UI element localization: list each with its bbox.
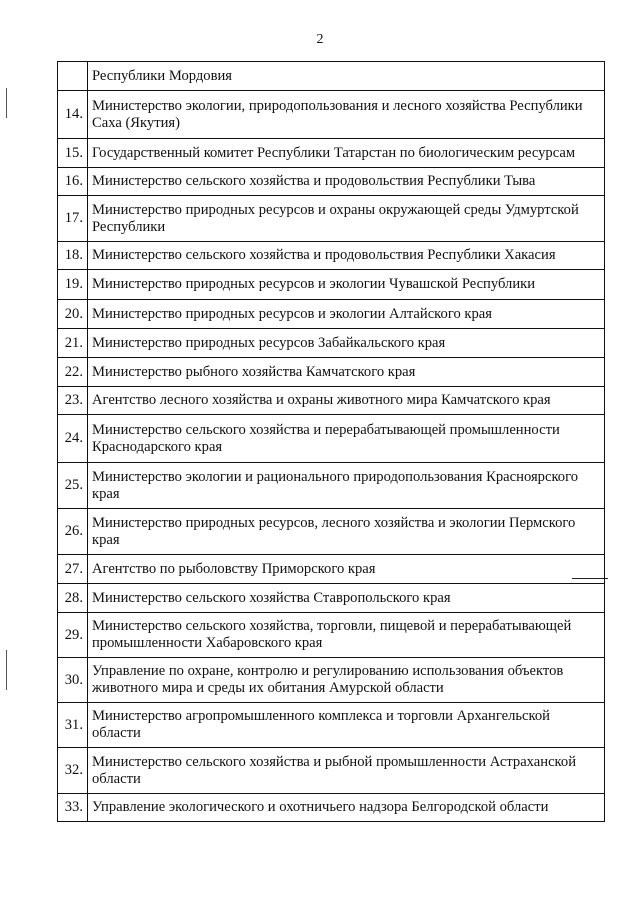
organization-name: Министерство сельского хозяйства и перерабатывающей промышленности Краснодарского края	[88, 415, 605, 463]
scan-edge-mark	[6, 88, 7, 118]
page-number: 2	[316, 32, 324, 47]
row-number: 23.	[58, 387, 88, 415]
table-row	[58, 196, 605, 242]
table-row	[58, 270, 605, 300]
organization-name: Агентство лесного хозяйства и охраны животного мира Камчатского края	[88, 387, 605, 415]
organization-name: Министерство природных ресурсов и экологии Алтайского края	[88, 300, 605, 329]
organization-name: Министерство природных ресурсов Забайкальского края	[88, 329, 605, 358]
organization-name: Государственный комитет Республики Татарстан по биологическим ресурсам	[88, 139, 605, 168]
row-number: 14.	[58, 91, 88, 139]
row-number: 25.	[58, 463, 88, 509]
row-number: 26.	[58, 509, 88, 555]
row-number: 16.	[58, 168, 88, 196]
organization-name: Республики Мордовия	[88, 62, 605, 91]
table-row	[58, 555, 605, 584]
organization-name: Министерство сельского хозяйства, торговли, пищевой и перерабатывающей промышленности Хабаровского края	[88, 613, 605, 658]
row-number: 28.	[58, 584, 88, 613]
row-number: 19.	[58, 270, 88, 300]
table-row	[58, 91, 605, 139]
organization-name: Министерство сельского хозяйства и продовольствия Республики Хакасия	[88, 242, 605, 270]
table-row	[58, 509, 605, 555]
row-number: 32.	[58, 748, 88, 794]
table-row	[58, 329, 605, 358]
organization-name: Министерство рыбного хозяйства Камчатского края	[88, 358, 605, 387]
row-number: 22.	[58, 358, 88, 387]
row-number: 31.	[58, 703, 88, 748]
organization-name: Министерство сельского хозяйства и продовольствия Республики Тыва	[88, 168, 605, 196]
table-row	[58, 168, 605, 196]
row-number: 17.	[58, 196, 88, 242]
table-row	[58, 300, 605, 329]
organization-name: Агентство по рыболовству Приморского края	[88, 555, 605, 584]
table-row	[58, 463, 605, 509]
organization-name: Министерство природных ресурсов и охраны окружающей среды Удмуртской Республики	[88, 196, 605, 242]
table-row	[58, 658, 605, 703]
row-number	[58, 62, 88, 91]
row-number: 30.	[58, 658, 88, 703]
organization-name: Министерство экологии и рационального природопользования Красноярского края	[88, 463, 605, 509]
table-row	[58, 613, 605, 658]
organization-name: Министерство сельского хозяйства и рыбной промышленности Астраханской области	[88, 748, 605, 794]
table-row	[58, 358, 605, 387]
organization-name: Министерство сельского хозяйства Ставропольского края	[88, 584, 605, 613]
row-number: 24.	[58, 415, 88, 463]
table-row	[58, 387, 605, 415]
table-row	[58, 139, 605, 168]
organization-name: Министерство природных ресурсов и экологии Чувашской Республики	[88, 270, 605, 300]
row-number: 27.	[58, 555, 88, 584]
scan-edge-mark	[6, 650, 7, 690]
organization-name: Министерство агропромышленного комплекса и торговли Архангельской области	[88, 703, 605, 748]
table-row	[58, 748, 605, 794]
row-number: 15.	[58, 139, 88, 168]
table-row	[58, 62, 605, 91]
table-row	[58, 415, 605, 463]
organization-name: Управление экологического и охотничьего надзора Белгородской области	[88, 794, 605, 822]
row-number: 20.	[58, 300, 88, 329]
table-row	[58, 794, 605, 822]
row-number: 21.	[58, 329, 88, 358]
organizations-table	[57, 61, 605, 822]
organization-name: Управление по охране, контролю и регулированию использования объектов животного мира и среды их обитания Амурской области	[88, 658, 605, 703]
row-number: 29.	[58, 613, 88, 658]
row-number: 33.	[58, 794, 88, 822]
table-row	[58, 242, 605, 270]
organization-name: Министерство природных ресурсов, лесного хозяйства и экологии Пермского края	[88, 509, 605, 555]
row-number: 18.	[58, 242, 88, 270]
table-row	[58, 584, 605, 613]
organization-name: Министерство экологии, природопользования и лесного хозяйства Республики Саха (Якутия)	[88, 91, 605, 139]
table-row	[58, 703, 605, 748]
